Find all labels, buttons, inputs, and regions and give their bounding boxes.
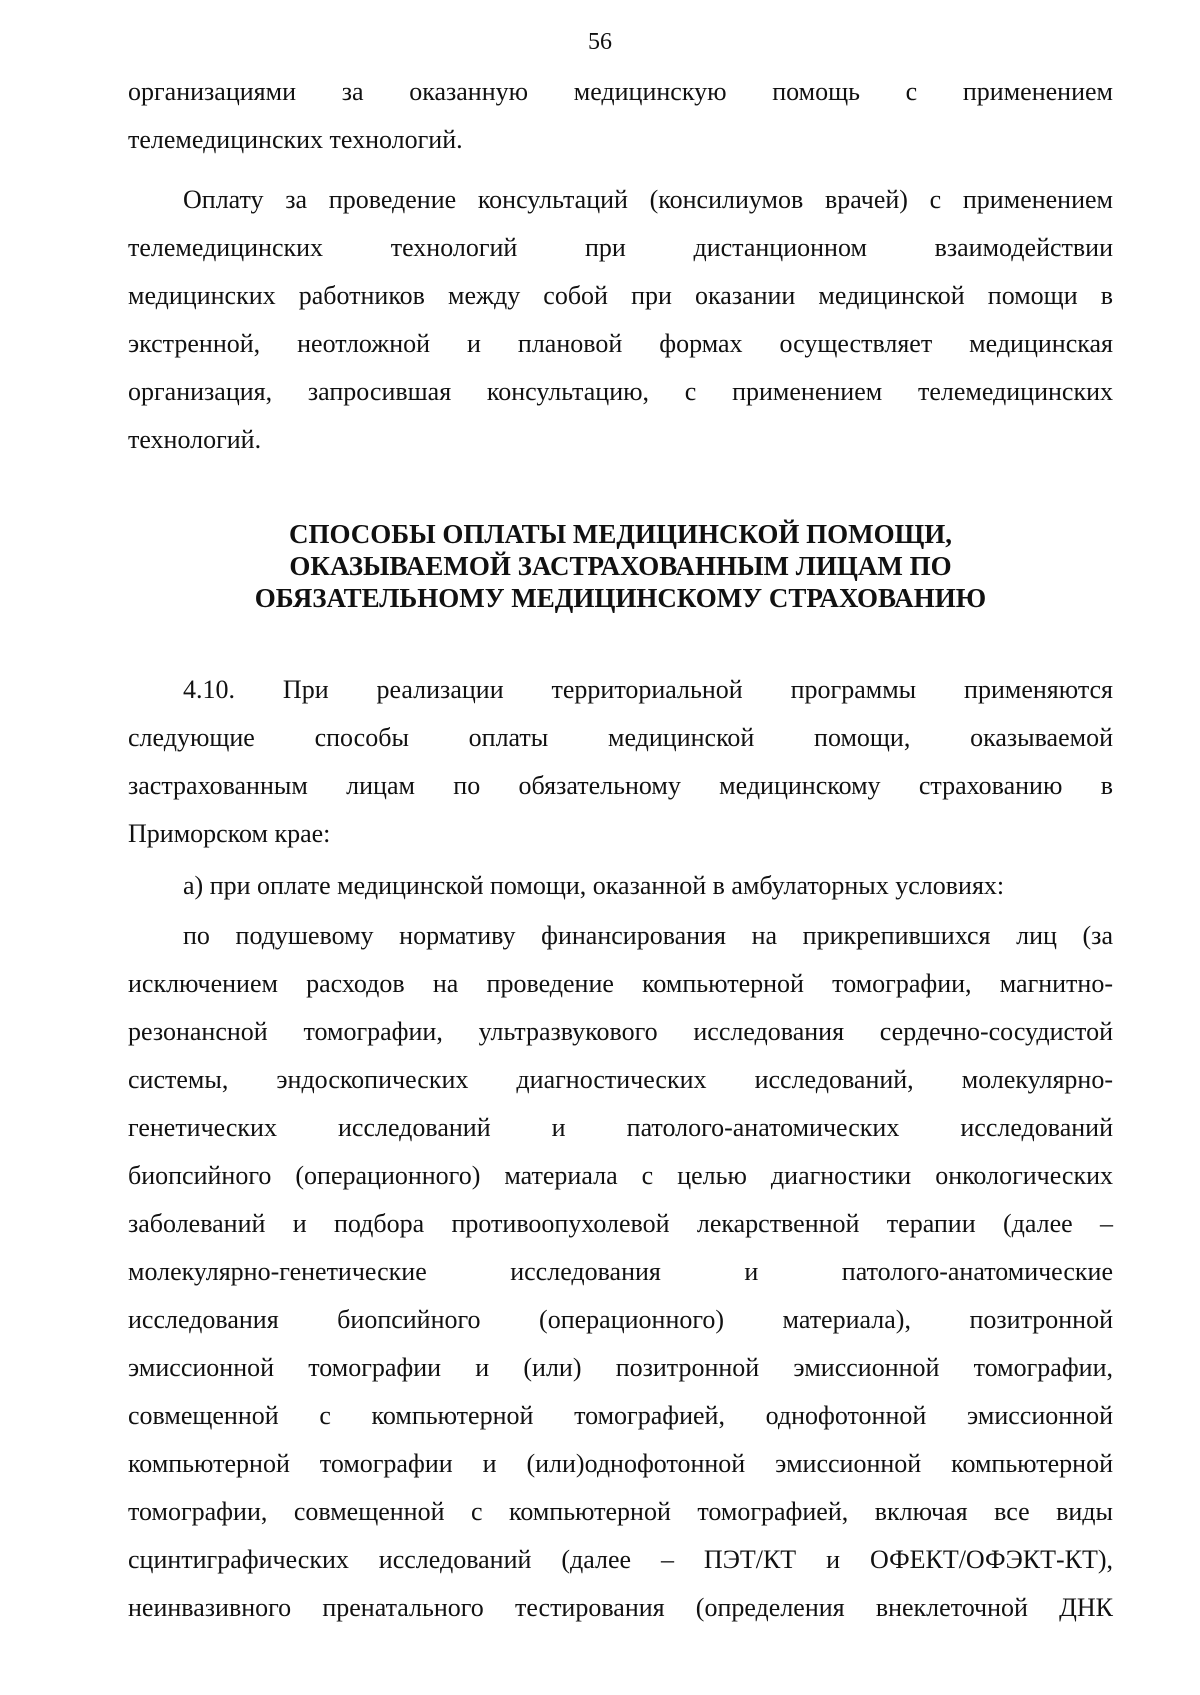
paragraph-line: эмиссионной томографии и (или) позитронной эмиссионной томографии, (128, 1353, 1113, 1382)
paragraph-line: исследования биопсийного (операционного) материала), позитронной (128, 1305, 1113, 1334)
paragraph-line: совмещенной с компьютерной томографией, однофотонной эмиссионной (128, 1401, 1113, 1430)
per-capita-paragraph (128, 912, 1113, 1632)
page-number: 56 (588, 29, 612, 55)
paragraph-line: сцинтиграфических исследований (далее – ПЭТ/КТ и ОФЕКТ/ОФЭКТ-КТ), (128, 1545, 1113, 1574)
heading-line: СПОСОБЫ ОПЛАТЫ МЕДИЦИНСКОЙ ПОМОЩИ, (288, 519, 953, 549)
section-heading (128, 518, 1113, 614)
paragraph-line: Приморском крае: (128, 819, 331, 848)
paragraph-line: экстренной, неотложной и плановой формах осуществляет медицинская (128, 329, 1113, 358)
paragraph-line: технологий. (128, 425, 262, 454)
paragraph-line: телемедицинских технологий при дистанционном взаимодействии (128, 233, 1113, 262)
paragraph-line: резонансной томографии, ультразвукового исследования сердечно-сосудистой (128, 1017, 1113, 1046)
paragraph-line: неинвазивного пренатального тестирования (определения внеклеточной ДНК (128, 1593, 1113, 1622)
paragraph-line: генетических исследований и патолого-анатомических исследований (128, 1113, 1113, 1142)
paragraph-line: молекулярно-генетические исследования и патолого-анатомические (128, 1257, 1113, 1286)
paragraph-line: а) при оплате медицинской помощи, оказанной в амбулаторных условиях: (183, 871, 1005, 900)
payment-paragraph (128, 176, 1113, 464)
paragraph-line: исключением расходов на проведение компьютерной томографии, магнитно- (128, 969, 1113, 998)
paragraph-line: застрахованным лицам по обязательному медицинскому страхованию в (128, 771, 1113, 800)
paragraph-line: организация, запросившая консультацию, с применением телемедицинских (128, 377, 1113, 406)
paragraph-line: биопсийного (операционного) материала с целью диагностики онкологических (128, 1161, 1113, 1190)
heading-line: ОКАЗЫВАЕМОЙ ЗАСТРАХОВАННЫМ ЛИЦАМ ПО (289, 551, 952, 581)
paragraph-line: следующие способы оплаты медицинской помощи, оказываемой (128, 723, 1113, 752)
paragraph-line: 4.10. При реализации территориальной программы применяются (183, 675, 1113, 704)
item-a (128, 862, 1113, 910)
paragraph-line: томографии, совмещенной с компьютерной томографией, включая все виды (128, 1497, 1113, 1526)
paragraph-line: телемедицинских технологий. (128, 125, 463, 154)
paragraph-line: системы, эндоскопических диагностических исследований, молекулярно- (128, 1065, 1113, 1094)
paragraph-line: Оплату за проведение консультаций (консилиумов врачей) с применением (183, 185, 1113, 214)
paragraph-line: по подушевому нормативу финансирования на прикрепившихся лиц (за (183, 921, 1113, 950)
intro-paragraph (128, 68, 1113, 164)
paragraph-line: компьютерной томографии и (или)однофотонной эмиссионной компьютерной (128, 1449, 1113, 1478)
paragraph-line: медицинских работников между собой при оказании медицинской помощи в (128, 281, 1113, 310)
paragraph-line: организациями за оказанную медицинскую помощь с применением (128, 77, 1113, 106)
heading-line: ОБЯЗАТЕЛЬНОМУ МЕДИЦИНСКОМУ СТРАХОВАНИЮ (254, 583, 987, 613)
paragraph-line: заболеваний и подбора противоопухолевой лекарственной терапии (далее – (128, 1209, 1113, 1238)
clause-4-10 (128, 666, 1113, 858)
